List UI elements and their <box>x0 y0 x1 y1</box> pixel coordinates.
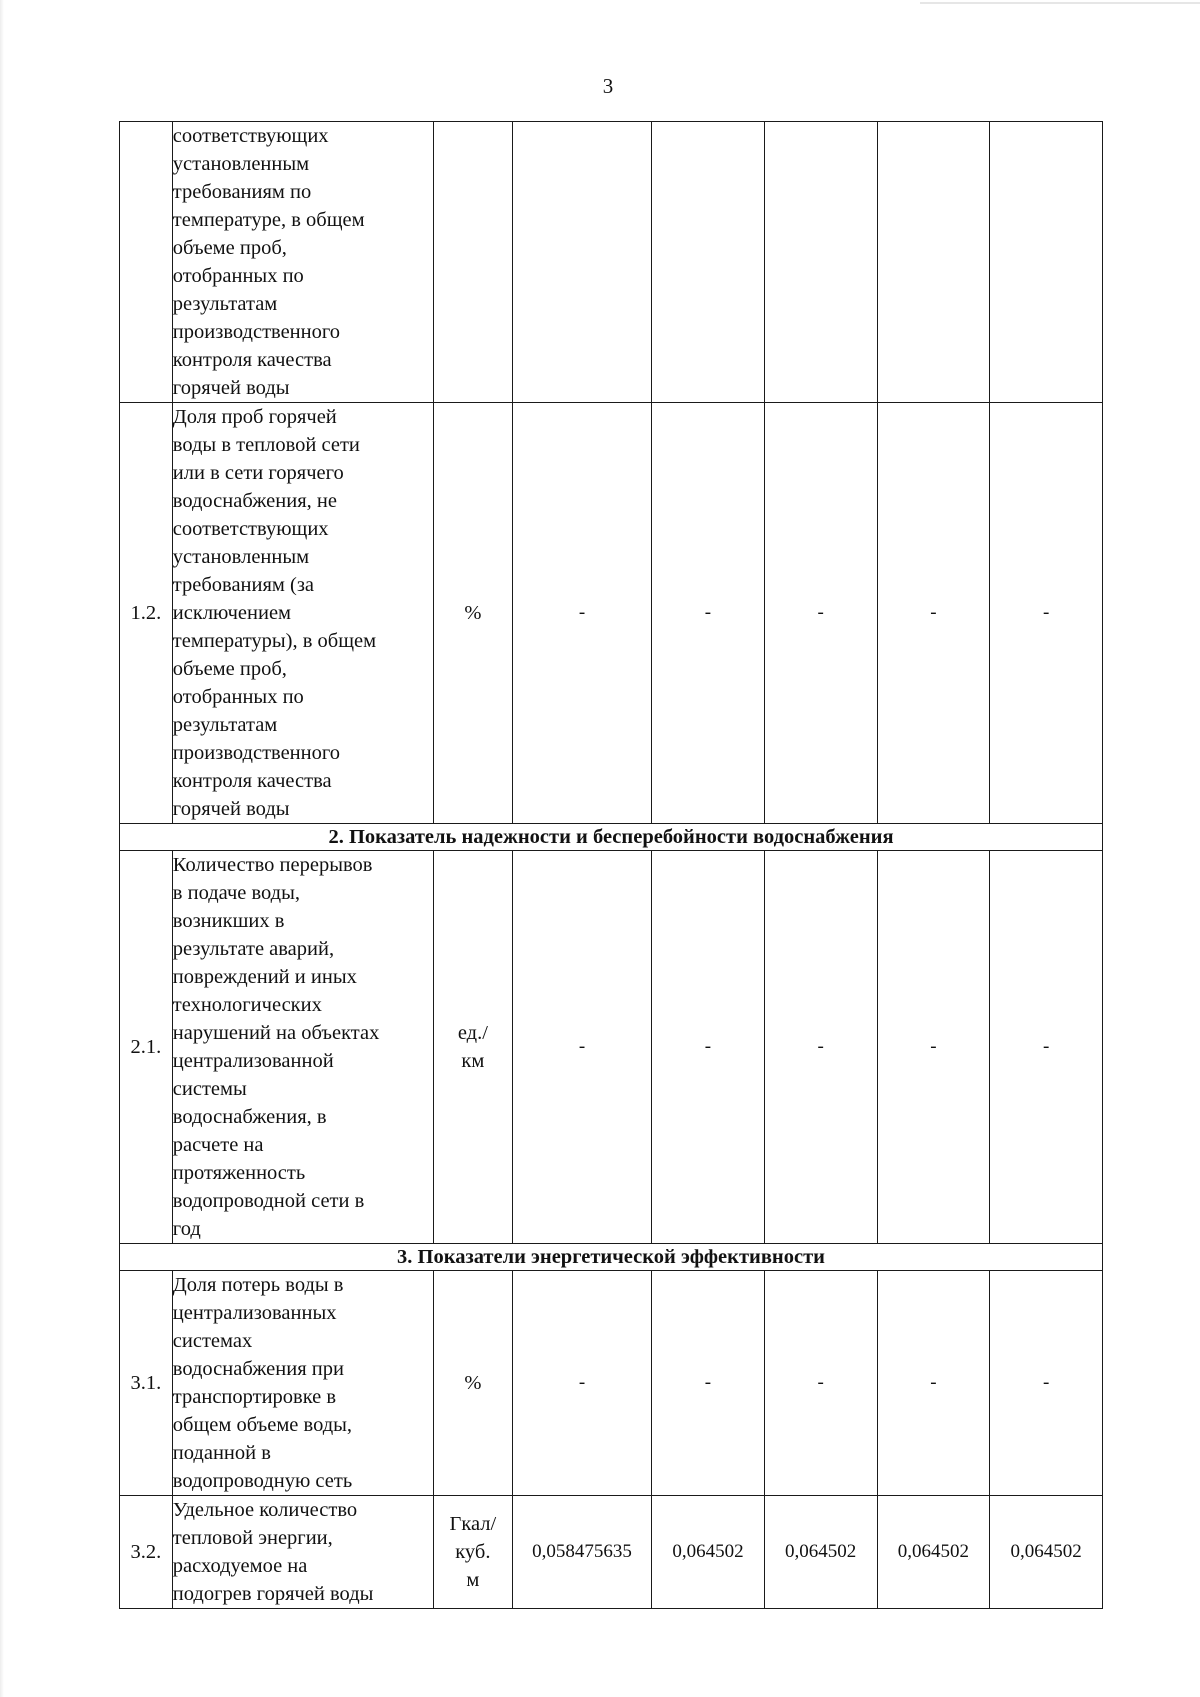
indicator-name-line: производственного <box>172 321 341 343</box>
indicator-name-line: подогрев горячей воды <box>172 1583 374 1605</box>
section-title: 2. Показатель надежности и бесперебойности водоснабжения <box>120 824 1103 851</box>
indicator-name-line: расчете на <box>172 1134 264 1156</box>
value-cell <box>512 122 651 403</box>
indicator-name-line: в подаче воды, <box>172 882 301 904</box>
value-cell: - <box>652 851 765 1244</box>
table-row <box>120 851 1103 1244</box>
page-number: 3 <box>602 74 614 98</box>
value-cell: - <box>990 403 1103 824</box>
value-cell: 0,064502 <box>652 1496 765 1609</box>
value-cell: - <box>877 403 990 824</box>
unit-line: Гкал/ <box>449 1513 497 1535</box>
value-cell: 0,064502 <box>990 1496 1103 1609</box>
unit-line: % <box>464 602 482 624</box>
indicator-name-line: или в сети горячего <box>172 462 344 484</box>
indicator-name-line: отобранных по <box>172 686 304 708</box>
value-cell: - <box>764 403 877 824</box>
value-cell: - <box>990 851 1103 1244</box>
indicator-name-line: транспортировке в <box>172 1386 337 1408</box>
indicator-name-line: год <box>172 1218 201 1240</box>
indicator-name-line: объеме проб, <box>172 237 287 259</box>
indicator-name-line: соответствующих <box>172 518 329 540</box>
indicator-name <box>172 1496 433 1609</box>
indicator-name-line: возникших в <box>172 910 285 932</box>
table-body <box>120 122 1103 1609</box>
value-cell: - <box>512 403 651 824</box>
value-cell: - <box>512 851 651 1244</box>
value-cell <box>877 122 990 403</box>
value-cell: - <box>990 1271 1103 1496</box>
indicator-name-line: температуры), в общем <box>172 630 377 652</box>
indicator-name <box>172 1271 433 1496</box>
indicator-name-line: общем объеме воды, <box>172 1414 353 1436</box>
indicator-name-line: производственного <box>172 742 341 764</box>
indicator-name-line: требованиям (за <box>172 574 315 596</box>
indicator-name-line: установленным <box>172 153 310 175</box>
indicator-name-line: системы <box>172 1078 247 1100</box>
row-number: 3.2. <box>120 1496 173 1609</box>
indicator-name-line: водопроводной сети в <box>172 1190 365 1212</box>
indicator-name-line: протяженность <box>172 1162 306 1184</box>
indicator-name-line: Удельное количество <box>172 1499 358 1521</box>
indicator-name <box>172 403 433 824</box>
value-cell <box>990 122 1103 403</box>
indicator-name-line: результатам <box>172 714 278 736</box>
indicators-table <box>119 121 1103 1609</box>
unit-of-measure <box>433 122 512 403</box>
value-cell <box>764 122 877 403</box>
table-row <box>120 403 1103 824</box>
indicator-name-line: горячей воды <box>172 798 290 820</box>
indicator-name-line: централизованной <box>172 1050 334 1072</box>
indicator-name-line: контроля качества <box>172 349 332 371</box>
indicator-name-line: температуре, в общем <box>172 209 365 231</box>
indicator-name-line: расходуемое на <box>172 1555 308 1577</box>
unit-line: км <box>461 1050 485 1072</box>
value-cell: - <box>877 851 990 1244</box>
indicator-name-line: водопроводную сеть <box>172 1470 353 1492</box>
row-number: 1.2. <box>120 403 173 824</box>
indicator-name-line: системах <box>172 1330 253 1352</box>
unit-of-measure <box>433 403 512 824</box>
indicator-name-line: Доля потерь воды в <box>172 1274 344 1296</box>
table-row <box>120 122 1103 403</box>
indicator-name-line: соответствующих <box>172 125 329 147</box>
indicator-name-line: технологических <box>172 994 322 1016</box>
indicator-name-line: установленным <box>172 546 310 568</box>
value-cell: - <box>512 1271 651 1496</box>
indicator-name-line: водоснабжения, в <box>172 1106 327 1128</box>
row-number: 2.1. <box>120 851 173 1244</box>
unit-of-measure <box>433 1271 512 1496</box>
table-row <box>120 1271 1103 1496</box>
table-row <box>120 1496 1103 1609</box>
value-cell: - <box>652 403 765 824</box>
indicator-name-line: водоснабжения, не <box>172 490 337 512</box>
value-cell: 0,058475635 <box>512 1496 651 1609</box>
indicator-name-line: результатам <box>172 293 278 315</box>
scan-edge-top <box>920 2 1200 4</box>
indicator-name-line: повреждений и иных <box>172 966 357 988</box>
unit-line: м <box>466 1569 480 1591</box>
row-number: 3.1. <box>120 1271 173 1496</box>
unit-line: % <box>464 1372 482 1394</box>
unit-of-measure <box>433 1496 512 1609</box>
indicator-name-line: нарушений на объектах <box>172 1022 380 1044</box>
indicator-name-line: исключением <box>172 602 292 624</box>
indicator-name-line: тепловой энергии, <box>172 1527 333 1549</box>
value-cell: 0,064502 <box>877 1496 990 1609</box>
indicator-name-line: требованиям по <box>172 181 312 203</box>
unit-of-measure <box>433 851 512 1244</box>
value-cell: - <box>764 851 877 1244</box>
scan-edge-left <box>0 0 4 1697</box>
value-cell: 0,064502 <box>764 1496 877 1609</box>
indicator-name <box>172 851 433 1244</box>
indicator-name-line: контроля качества <box>172 770 332 792</box>
indicator-name-line: Доля проб горячей <box>172 406 337 428</box>
indicator-name-line: водоснабжения при <box>172 1358 344 1380</box>
indicator-name-line: результате аварий, <box>172 938 335 960</box>
section-title: 3. Показатели энергетической эффективности <box>120 1244 1103 1271</box>
indicator-name-line: отобранных по <box>172 265 304 287</box>
unit-line: куб. <box>455 1541 491 1563</box>
indicator-name-line: горячей воды <box>172 377 290 399</box>
unit-line: ед./ <box>457 1022 488 1044</box>
value-cell: - <box>764 1271 877 1496</box>
value-cell <box>652 122 765 403</box>
indicator-name <box>172 122 433 403</box>
row-number <box>120 122 173 403</box>
indicator-name-line: Количество перерывов <box>172 854 373 876</box>
indicator-name-line: объеме проб, <box>172 658 287 680</box>
indicator-name-line: централизованных <box>172 1302 337 1324</box>
indicator-name-line: воды в тепловой сети <box>172 434 360 456</box>
section-row <box>120 824 1103 851</box>
value-cell: - <box>652 1271 765 1496</box>
value-cell: - <box>877 1271 990 1496</box>
indicator-name-line: поданной в <box>172 1442 271 1464</box>
section-row <box>120 1244 1103 1271</box>
